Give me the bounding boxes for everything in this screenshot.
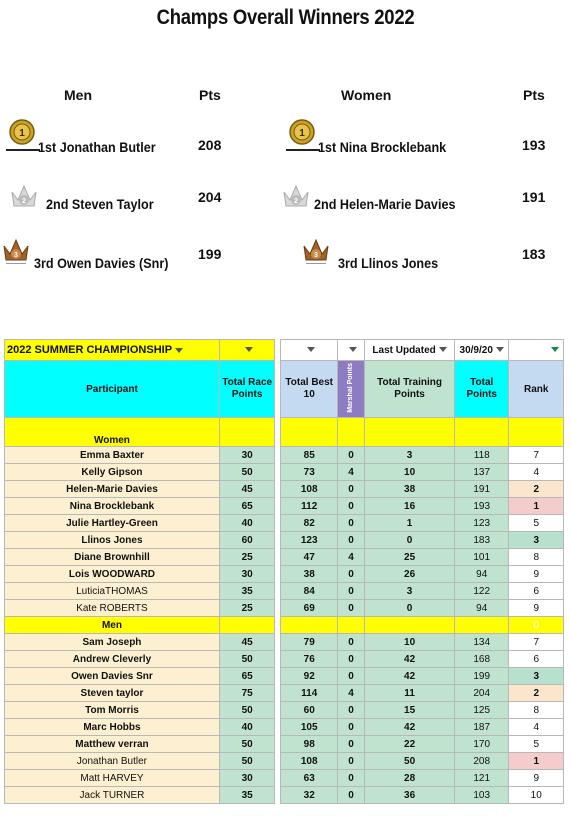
table-row	[5, 498, 564, 515]
table-row	[5, 583, 564, 600]
race-points-cell: 40	[219, 719, 274, 736]
men-header: Men	[64, 87, 92, 103]
participant-cell: Matthew verran	[5, 736, 220, 753]
race-points-cell: 50	[219, 702, 274, 719]
last-updated-value-cell[interactable]: 30/9/20	[454, 340, 508, 361]
table-row	[5, 464, 564, 481]
participant-cell: Diane Brownhill	[5, 549, 220, 566]
rank-cell: 6	[509, 651, 564, 668]
rank-cell: 1	[509, 498, 564, 515]
training-cell: 0	[365, 600, 455, 617]
col-rank: Rank	[509, 361, 564, 418]
total-cell: 94	[454, 600, 508, 617]
table-row	[5, 668, 564, 685]
total-cell: 199	[454, 668, 508, 685]
best10-cell: 114	[281, 685, 338, 702]
filter-icon[interactable]	[175, 348, 183, 353]
rank-cell: 3	[509, 532, 564, 549]
men-first-pts: 208	[198, 137, 222, 153]
best10-cell: 32	[281, 787, 338, 804]
race-points-cell: 35	[219, 787, 274, 804]
rank-cell: 6	[509, 583, 564, 600]
training-cell: 38	[365, 481, 455, 498]
best10-cell: 73	[281, 464, 338, 481]
participant-cell: LuticiaTHOMAS	[5, 583, 220, 600]
rank-cell: 7	[509, 634, 564, 651]
race-points-cell: 75	[219, 685, 274, 702]
marshal-cell: 0	[337, 566, 364, 583]
best10-cell: 85	[281, 447, 338, 464]
race-points-cell: 40	[219, 515, 274, 532]
total-cell: 101	[454, 549, 508, 566]
rank-cell: 2	[509, 685, 564, 702]
section-women: Women	[5, 418, 220, 447]
women-pts-header: Pts	[523, 87, 545, 103]
race-points-cell: 50	[219, 651, 274, 668]
training-cell: 42	[365, 668, 455, 685]
col-best10: Total Best 10	[281, 361, 338, 418]
best10-cell: 76	[281, 651, 338, 668]
participant-cell: Matt HARVEY	[5, 770, 220, 787]
training-cell: 10	[365, 634, 455, 651]
silver-crown-icon	[8, 178, 48, 212]
table-row	[5, 685, 564, 702]
table-row	[5, 600, 564, 617]
training-cell: 16	[365, 498, 455, 515]
training-cell: 10	[365, 464, 455, 481]
col-training: Total Training Points	[365, 361, 455, 418]
race-points-cell: 30	[219, 566, 274, 583]
rank-cell: 9	[509, 770, 564, 787]
rank-cell: 1	[509, 753, 564, 770]
total-cell: 168	[454, 651, 508, 668]
table-row	[5, 634, 564, 651]
marshal-cell: 0	[337, 753, 364, 770]
race-points-cell: 50	[219, 753, 274, 770]
marshal-cell: 0	[337, 634, 364, 651]
col-race-points: Total Race Points	[219, 361, 274, 418]
participant-cell: Julie Hartley-Green	[5, 515, 220, 532]
total-cell: 204	[454, 685, 508, 702]
best10-cell: 108	[281, 481, 338, 498]
best10-cell: 79	[281, 634, 338, 651]
table-row	[5, 719, 564, 736]
svg-text:1: 1	[19, 128, 25, 139]
filter-icon[interactable]	[245, 347, 253, 352]
participant-cell: Jack TURNER	[5, 787, 220, 804]
men-first-name: 1st Jonathan Butler	[38, 139, 156, 155]
table-row	[5, 532, 564, 549]
participant-cell: Owen Davies Snr	[5, 668, 220, 685]
total-cell: 170	[454, 736, 508, 753]
marshal-cell: 0	[337, 498, 364, 515]
marshal-cell: 0	[337, 787, 364, 804]
rank-cell: 5	[509, 736, 564, 753]
marshal-cell: 0	[337, 600, 364, 617]
sheet-title-cell[interactable]: 2022 SUMMER CHAMPIONSHIP	[5, 340, 220, 361]
table-row	[5, 770, 564, 787]
training-cell: 36	[365, 787, 455, 804]
table-row	[5, 753, 564, 770]
marshal-cell: 0	[337, 447, 364, 464]
rank-cell: 3	[509, 668, 564, 685]
col-participant: Participant	[5, 361, 220, 418]
women-third-pts: 183	[522, 246, 546, 262]
participant-cell: Lois WOODWARD	[5, 566, 220, 583]
men-third-name: 3rd Owen Davies (Snr)	[34, 255, 169, 271]
rank-cell: 8	[509, 549, 564, 566]
total-cell: 134	[454, 634, 508, 651]
svg-text:2: 2	[22, 198, 26, 205]
race-points-cell: 50	[219, 736, 274, 753]
marshal-cell: 0	[337, 736, 364, 753]
total-cell: 137	[454, 464, 508, 481]
best10-cell: 108	[281, 753, 338, 770]
best10-cell: 82	[281, 515, 338, 532]
best10-cell: 84	[281, 583, 338, 600]
marshal-cell: 0	[337, 583, 364, 600]
marshal-cell: 0	[337, 668, 364, 685]
women-first-name: 1st Nina Brocklebank	[318, 139, 447, 155]
race-points-cell: 25	[219, 549, 274, 566]
marshal-cell: 0	[337, 651, 364, 668]
best10-cell: 60	[281, 702, 338, 719]
svg-text:3: 3	[314, 252, 318, 259]
filter-icon[interactable]	[349, 347, 357, 352]
race-points-cell: 60	[219, 532, 274, 549]
men-second-pts: 204	[198, 189, 222, 205]
women-second-pts: 191	[522, 189, 546, 205]
men-pts-header: Pts	[199, 87, 221, 103]
best10-cell: 92	[281, 668, 338, 685]
race-points-cell: 35	[219, 583, 274, 600]
total-cell: 118	[454, 447, 508, 464]
training-cell: 25	[365, 549, 455, 566]
total-cell: 125	[454, 702, 508, 719]
race-points-cell: 45	[219, 634, 274, 651]
best10-cell: 105	[281, 719, 338, 736]
best10-cell: 123	[281, 532, 338, 549]
training-cell: 22	[365, 736, 455, 753]
participant-cell: Andrew Cleverly	[5, 651, 220, 668]
women-first-pts: 193	[522, 137, 546, 153]
filter-icon[interactable]	[496, 347, 504, 352]
svg-text:2: 2	[294, 198, 298, 205]
training-cell: 26	[365, 566, 455, 583]
table-row	[5, 447, 564, 464]
svg-text:1: 1	[299, 128, 305, 139]
filter-cell[interactable]	[509, 340, 564, 361]
training-cell: 3	[365, 447, 455, 464]
best10-cell: 98	[281, 736, 338, 753]
marshal-cell: 0	[337, 481, 364, 498]
rank-cell: 5	[509, 515, 564, 532]
marshal-cell: 0	[337, 532, 364, 549]
training-cell: 28	[365, 770, 455, 787]
total-cell: 123	[454, 515, 508, 532]
race-points-cell: 65	[219, 498, 274, 515]
participant-cell: Jonathan Butler	[5, 753, 220, 770]
total-cell: 183	[454, 532, 508, 549]
rank-cell: 7	[509, 447, 564, 464]
participant-cell: Kate ROBERTS	[5, 600, 220, 617]
total-cell: 191	[454, 481, 508, 498]
table-row	[5, 651, 564, 668]
training-cell: 42	[365, 651, 455, 668]
marshal-cell: 4	[337, 464, 364, 481]
race-points-cell: 45	[219, 481, 274, 498]
championship-table	[4, 339, 567, 804]
marshal-cell: 4	[337, 549, 364, 566]
total-cell: 121	[454, 770, 508, 787]
race-points-cell: 30	[219, 447, 274, 464]
table-row	[5, 702, 564, 719]
best10-cell: 47	[281, 549, 338, 566]
participant-cell: Sam Joseph	[5, 634, 220, 651]
training-cell: 11	[365, 685, 455, 702]
training-cell: 3	[365, 583, 455, 600]
total-cell: 103	[454, 787, 508, 804]
participant-cell: Marc Hobbs	[5, 719, 220, 736]
total-cell: 94	[454, 566, 508, 583]
total-cell: 187	[454, 719, 508, 736]
race-points-cell: 50	[219, 464, 274, 481]
col-marshal: Marshal Points	[337, 361, 364, 418]
table-row	[5, 481, 564, 498]
rank-cell: 9	[509, 600, 564, 617]
filter-icon[interactable]	[439, 347, 447, 352]
rank-cell: 9	[509, 566, 564, 583]
best10-cell: 63	[281, 770, 338, 787]
svg-text:3: 3	[14, 252, 18, 259]
training-cell: 1	[365, 515, 455, 532]
section-men-rank: 0	[509, 617, 564, 634]
race-points-cell: 30	[219, 770, 274, 787]
race-points-cell: 25	[219, 600, 274, 617]
training-cell: 0	[365, 532, 455, 549]
rank-cell: 4	[509, 464, 564, 481]
participant-cell: Emma Baxter	[5, 447, 220, 464]
marshal-cell: 4	[337, 685, 364, 702]
table-row	[5, 787, 564, 804]
page-title: Champs Overall Winners 2022	[156, 6, 415, 29]
table-row	[5, 736, 564, 753]
filter-active-icon[interactable]	[551, 347, 559, 352]
women-header: Women	[341, 87, 392, 103]
filter-cell[interactable]	[219, 340, 274, 361]
women-second-name: 2nd Helen-Marie Davies	[314, 196, 456, 212]
participant-cell: Llinos Jones	[5, 532, 220, 549]
section-men: Men	[5, 617, 220, 634]
marshal-cell: 0	[337, 515, 364, 532]
men-third-pts: 199	[198, 246, 222, 262]
total-cell: 193	[454, 498, 508, 515]
training-cell: 50	[365, 753, 455, 770]
table-row	[5, 515, 564, 532]
best10-cell: 69	[281, 600, 338, 617]
participant-cell: Nina Brocklebank	[5, 498, 220, 515]
last-updated-label-cell[interactable]: Last Updated	[365, 340, 455, 361]
col-total: Total Points	[454, 361, 508, 418]
best10-cell: 112	[281, 498, 338, 515]
filter-icon[interactable]	[307, 347, 315, 352]
race-points-cell: 65	[219, 668, 274, 685]
bronze-crown-icon	[300, 234, 340, 268]
marshal-cell: 0	[337, 719, 364, 736]
table-row	[5, 566, 564, 583]
rank-cell: 8	[509, 702, 564, 719]
total-cell: 208	[454, 753, 508, 770]
training-cell: 42	[365, 719, 455, 736]
marshal-cell: 0	[337, 770, 364, 787]
women-third-name: 3rd Llinos Jones	[338, 255, 439, 271]
rank-cell: 2	[509, 481, 564, 498]
rank-cell: 4	[509, 719, 564, 736]
participant-cell: Tom Morris	[5, 702, 220, 719]
rank-cell: 10	[509, 787, 564, 804]
participant-cell: Steven taylor	[5, 685, 220, 702]
participant-cell: Kelly Gipson	[5, 464, 220, 481]
table-row	[5, 549, 564, 566]
men-second-name: 2nd Steven Taylor	[46, 196, 154, 212]
total-cell: 122	[454, 583, 508, 600]
filter-cell[interactable]	[281, 340, 338, 361]
participant-cell: Helen-Marie Davies	[5, 481, 220, 498]
filter-cell[interactable]	[337, 340, 364, 361]
training-cell: 15	[365, 702, 455, 719]
best10-cell: 38	[281, 566, 338, 583]
marshal-cell: 0	[337, 702, 364, 719]
